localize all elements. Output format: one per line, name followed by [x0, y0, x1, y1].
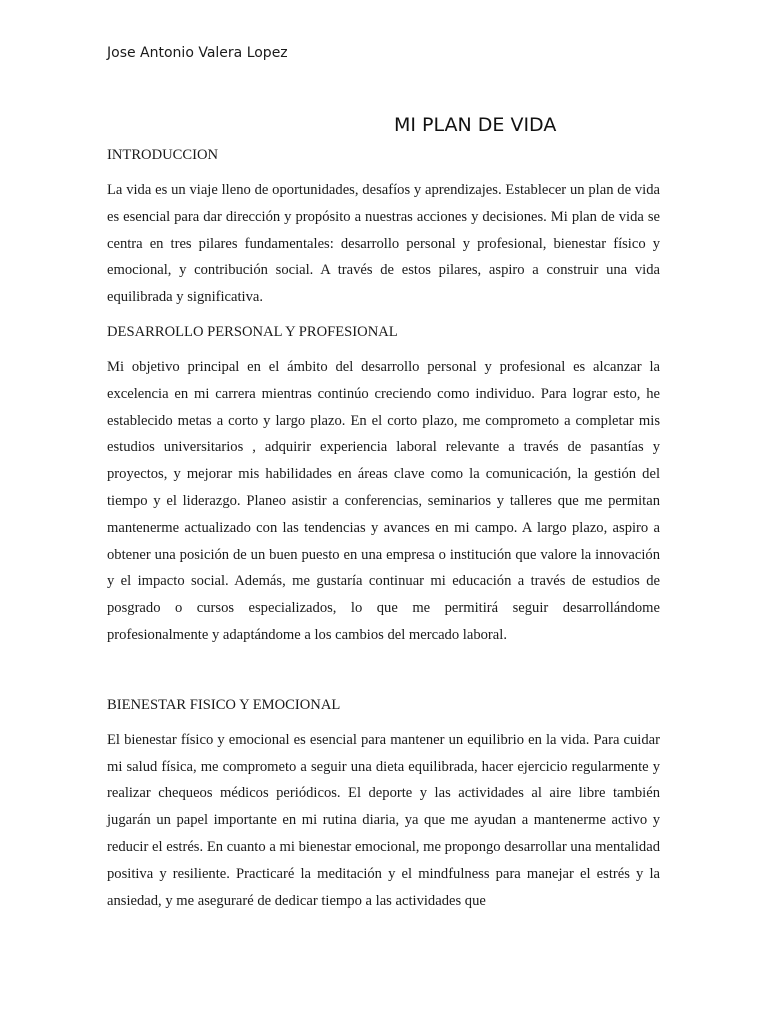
document-title: MI PLAN DE VIDA	[394, 114, 557, 136]
section-text-introduccion: La vida es un viaje lleno de oportunidades, desafíos y aprendizajes. Establecer un plan de vida es esencial para dar dirección y propósito a nuestras acciones y decisiones. Mi plan de vida se centra en tres pilares fundamentales: desarrollo personal y profesional, bienestar físico y emocional, y contribución social. A través de estos pilares, aspiro a construir una vida equilibrada y significativa.	[107, 182, 660, 306]
section-heading-introduccion: INTRODUCCION	[107, 147, 219, 163]
section-heading-bienestar: BIENESTAR FISICO Y EMOCIONAL	[107, 696, 341, 713]
section-heading-desarrollo: DESARROLLO PERSONAL Y PROFESIONAL	[107, 323, 398, 340]
document-body	[107, 144, 660, 914]
section-text-desarrollo: Mi objetivo principal en el ámbito del desarrollo personal y profesional es alcanzar la excelencia en mi carrera mientras continúo creciendo como individuo. Para lograr esto, he establecido metas a corto y largo plazo. En el corto plazo, me comprometo a completar mis estudios universitarios , adquirir experiencia laboral relevante a través de pasantías y proyectos, y mejorar mis habilidades en áreas clave como la comunicación, la gestión del tiempo y el liderazgo. Planeo asistir a conferencias, seminarios y talleres que me permitan mantenerme actualizado con las tendencias y avances en mi campo. A largo plazo, aspiro a obtener una posición de un buen puesto en una empresa o institución que valore la innovación y el impacto social. Además, me gustaría continuar mi educación a través de estudios de posgrado o cursos especializados, lo que me permitirá seguir desarrollándome profesionalmente y adaptándome a los cambios del mercado laboral.	[107, 358, 660, 643]
author-name: Jose Antonio Valera Lopez	[107, 45, 288, 61]
section-text-bienestar: El bienestar físico y emocional es esencial para mantener un equilibrio en la vida. Para cuidar mi salud física, me comprometo a seguir una dieta equilibrada, hacer ejercicio regularmente y realizar chequeos médicos periódicos. El deporte y las actividades al aire libre también jugarán un papel importante en mi rutina diaria, ya que me ayudan a mantenerme activo y reducir el estrés. En cuanto a mi bienestar emocional, me propongo desarrollar una mentalidad positiva y resiliente. Practicaré la meditación y el mindfulness para manejar el estrés y la ansiedad, y me aseguraré de dedicar tiempo a las actividades que	[107, 731, 660, 909]
